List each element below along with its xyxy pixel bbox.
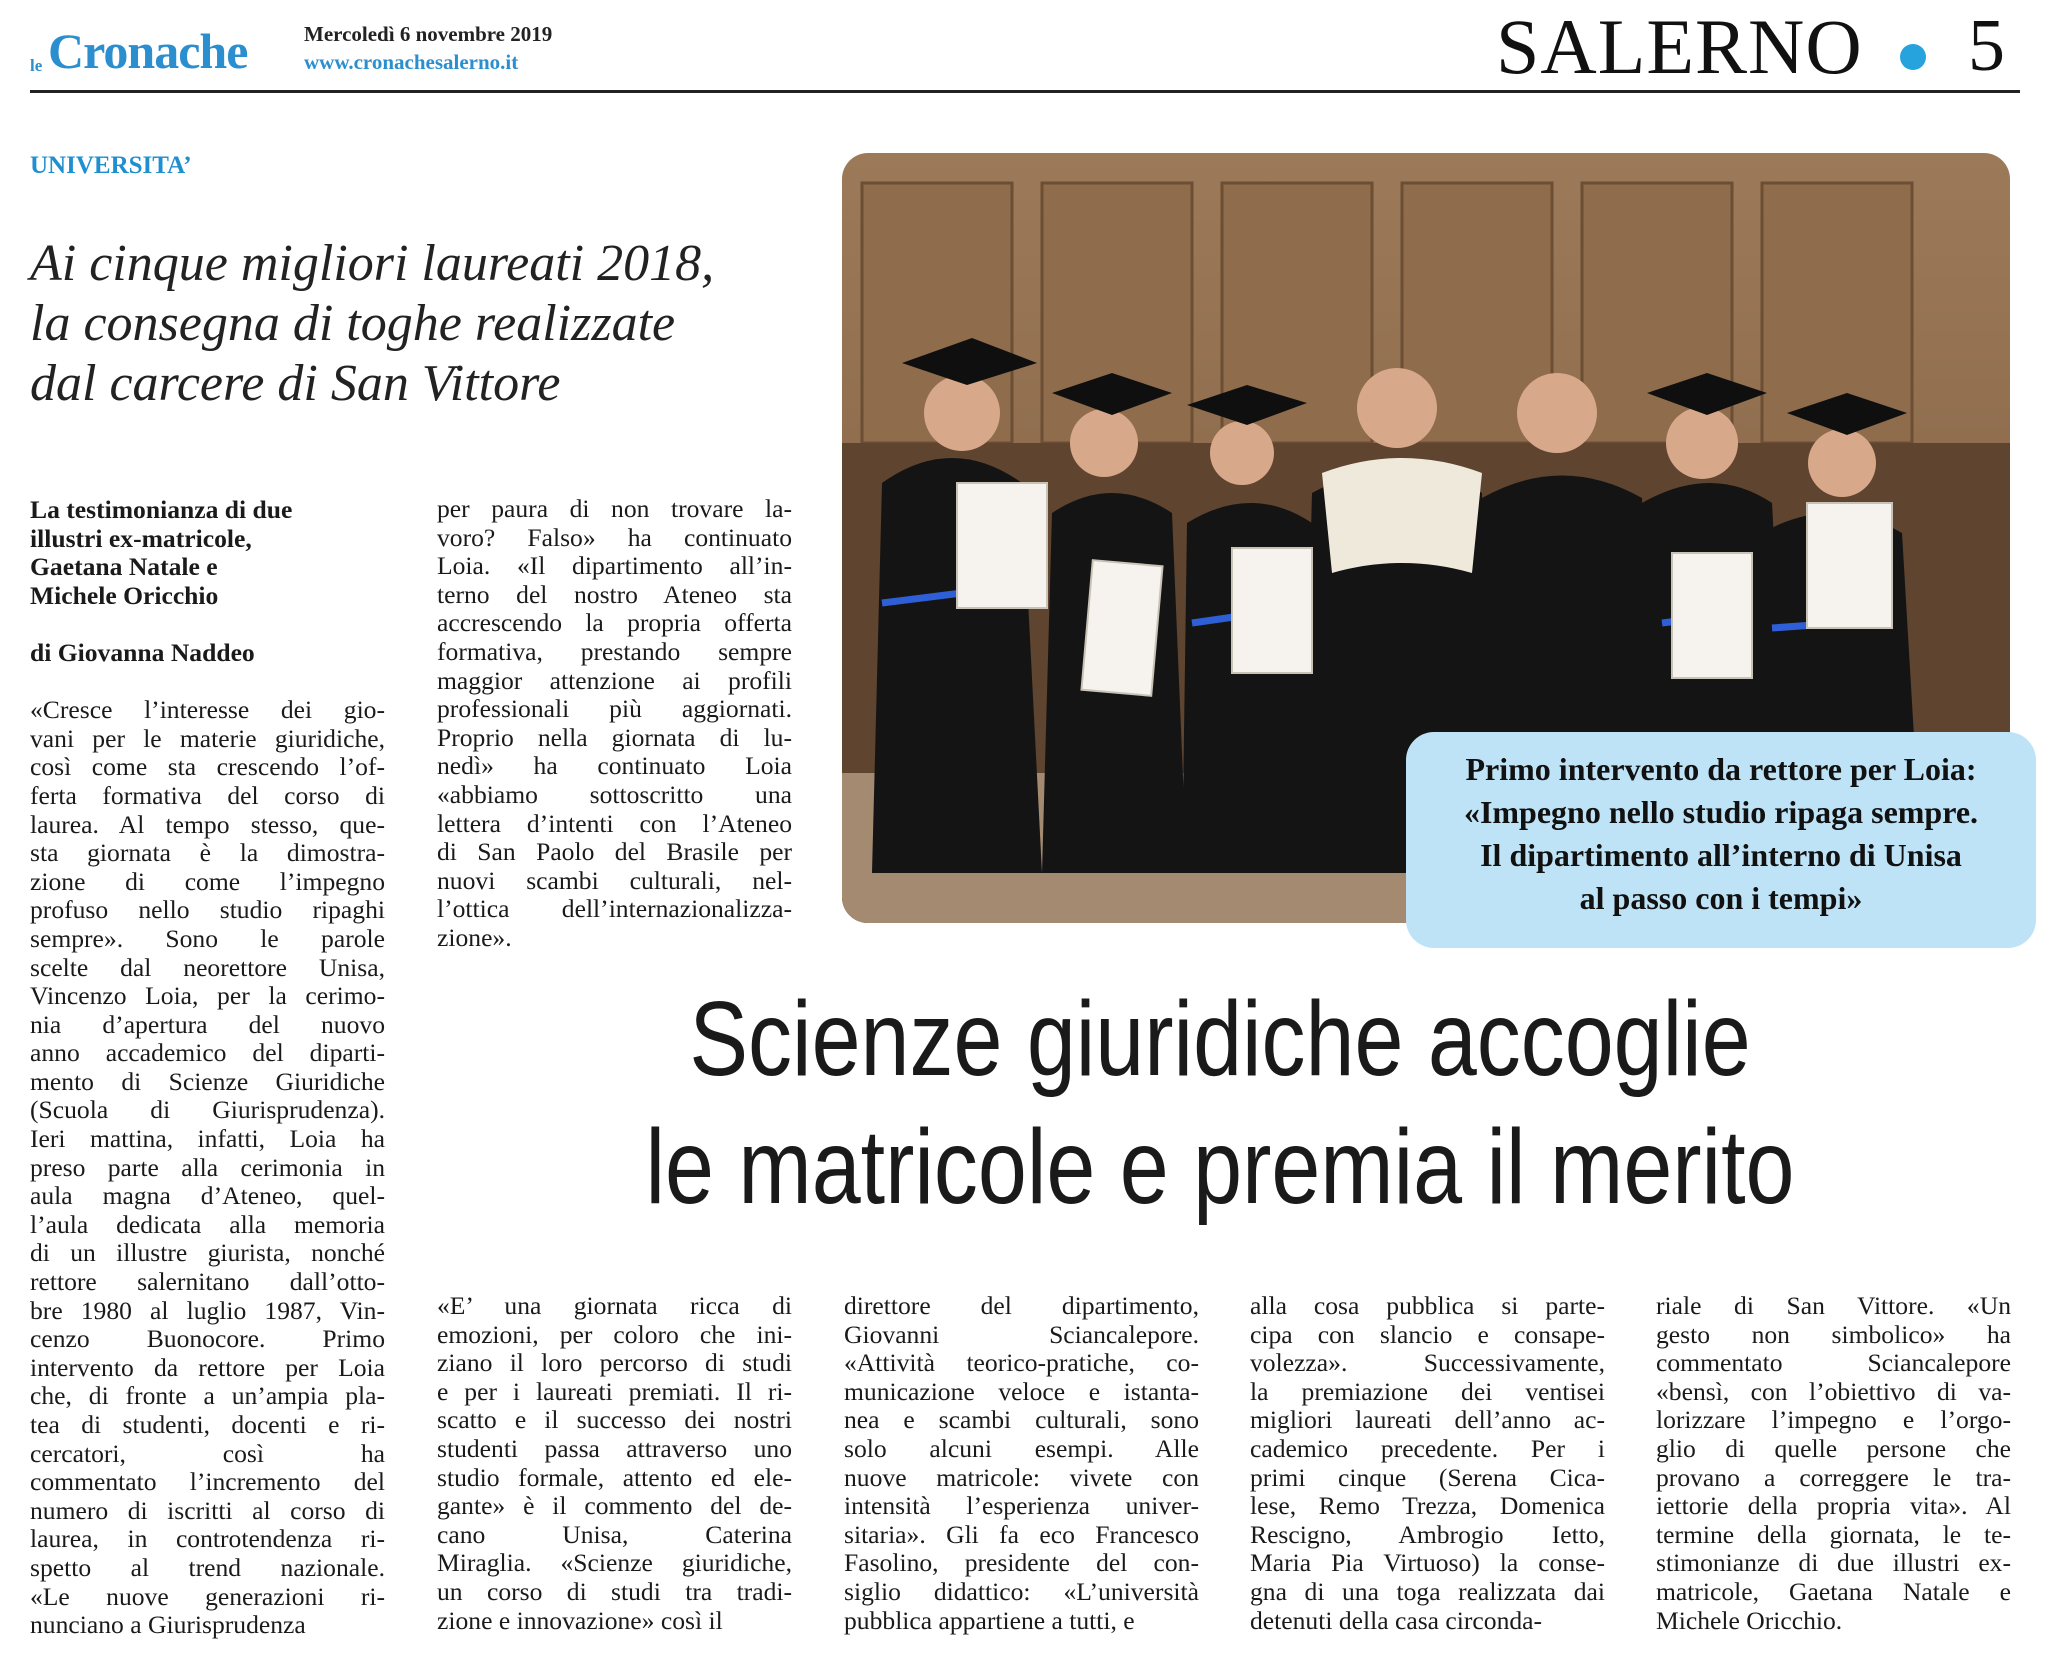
article-text-line: direttore del dipartimento,: [844, 1291, 1199, 1320]
article-text-line: Giovanni Sciancalepore.: [844, 1319, 1199, 1349]
issue-date: Mercoledì 6 novembre 2019: [304, 22, 553, 46]
article-text-line: Miraglia. «Scienze giuridiche,: [437, 1548, 792, 1578]
callout-line: Primo intervento da rettore per Loia:: [1465, 751, 1977, 787]
article-text-line: termine della giornata, le te-: [1656, 1519, 2011, 1549]
article-text-line: ferta formativa del corso di: [30, 780, 385, 810]
photo-callout: [1406, 732, 2036, 948]
article-text-line: l’ottica dell’internazionalizza-: [437, 894, 792, 924]
column-6-body: [1656, 1292, 2011, 1635]
article-text-line: Fasolino, presidente del con-: [844, 1548, 1199, 1578]
article-text-line: Vincenzo Loia, per la cerimo-: [30, 981, 385, 1011]
newspaper-logo[interactable]: [30, 18, 290, 78]
article-text-line: professionali più aggiornati.: [437, 694, 792, 724]
article-text-line: nuove matricole: vivete con: [844, 1462, 1199, 1492]
article-text-line: zione e innovazione» così il: [437, 1605, 723, 1635]
article-text-line: maggior attenzione ai profili: [437, 665, 792, 695]
article-text-line: spetto al trend nazionale.: [30, 1552, 385, 1582]
article-text-line: detenuti della casa circonda-: [1250, 1605, 1543, 1635]
article-text-line: lorizzare l’impegno e l’orgo-: [1656, 1405, 2011, 1435]
article-text-line: studio formale, attento ed ele-: [437, 1462, 792, 1492]
article-text-line: sempre». Sono le parole: [30, 923, 385, 953]
section-kicker: UNIVERSITA’: [30, 152, 192, 179]
article-text-line: gna di una toga realizzata dai: [1250, 1576, 1605, 1606]
article-text-line: «abbiamo sottoscritto una: [437, 779, 792, 809]
article-text-line: riale di San Vittore. «Un: [1656, 1291, 2011, 1320]
article-text-line: provano a correggere le tra-: [1656, 1462, 2011, 1492]
article-text-line: intensità l’esperienza univer-: [844, 1491, 1199, 1521]
article-text-line: stimonianze di due illustri ex-: [1656, 1548, 2011, 1578]
logo-prefix: le: [30, 56, 43, 75]
byline: di Giovanna Naddeo: [30, 637, 255, 667]
column-5-body: [1250, 1292, 1605, 1635]
article-overline: [30, 234, 810, 414]
article-text-line: Michele Oricchio.: [1656, 1605, 1843, 1635]
article-text-line: lese, Remo Trezza, Domenica: [1250, 1491, 1605, 1521]
article-text-line: siglio didattico: «L’università: [844, 1576, 1199, 1606]
headline-line: le matricole e premia il merito: [645, 1108, 1795, 1226]
masthead-divider: [30, 90, 2020, 93]
article-text-line: nuovi scambi culturali, nel-: [437, 865, 792, 895]
article-text-line: nia d’apertura del nuovo: [30, 1009, 385, 1039]
overline-line: dal carcere di San Vittore: [30, 355, 561, 412]
article-text-line: intervento da rettore per Loia: [30, 1352, 385, 1382]
article-text-line: laurea. Al tempo stesso, que-: [30, 809, 385, 839]
column-4-body: [844, 1292, 1199, 1635]
article-text-line: «Le nuove generazioni ri-: [30, 1581, 385, 1611]
article-column-4: [844, 1292, 1199, 1635]
article-text-line: la premiazione dei ventisei: [1250, 1376, 1605, 1406]
article-text-line: gante» è il commento del de-: [437, 1491, 792, 1521]
column-2-body: [437, 495, 792, 953]
article-text-line: di San Paolo del Brasile per: [437, 837, 792, 867]
article-text-line: «Cresce l’interesse dei gio-: [30, 695, 385, 725]
summary-line: Gaetana Natale e: [30, 552, 218, 582]
article-text-line: nedì» ha continuato Loia: [437, 751, 792, 781]
overline-line: la consegna di toghe realizzate: [30, 295, 676, 352]
article-text-line: studenti passa attraverso uno: [437, 1433, 792, 1463]
article-text-line: commentato Sciancalepore: [1656, 1348, 2011, 1378]
article-text-line: che, di fronte a un’ampia pla-: [30, 1381, 385, 1411]
article-text-line: zione».: [437, 922, 512, 952]
article-text-line: profuso nello studio ripaghi: [30, 895, 385, 925]
article-text-line: mento di Scienze Giuridiche: [30, 1066, 385, 1096]
article-text-line: vani per le materie giuridiche,: [30, 723, 385, 753]
article-text-line: «Attività teorico-pratiche, co-: [844, 1348, 1199, 1378]
article-text-line: «bensì, con l’obiettivo di va-: [1656, 1376, 2011, 1406]
article-text-line: glio di quelle persone che: [1656, 1433, 2011, 1463]
article-text-line: terno del nostro Ateneo sta: [437, 579, 792, 609]
website-link[interactable]: www.cronachesalerno.it: [304, 50, 519, 74]
article-text-line: accrescendo la propria offerta: [437, 608, 792, 638]
article-text-line: Ieri mattina, infatti, Loia ha: [30, 1124, 385, 1154]
article-text-line: un corso di studi tra tradi-: [437, 1576, 792, 1606]
column-1-body: [30, 696, 385, 1640]
article-text-line: (Scuola di Giurisprudenza).: [30, 1095, 385, 1125]
article-text-line: Proprio nella giornata di lu-: [437, 722, 792, 752]
article-text-line: Maria Pia Virtuoso) la conse-: [1250, 1548, 1605, 1578]
summary-line: illustri ex-matricole,: [30, 523, 252, 553]
callout-line: Il dipartimento all’interno di Unisa: [1480, 837, 1962, 873]
article-text-line: matricole, Gaetana Natale e: [1656, 1576, 2011, 1606]
callout-line: «Impegno nello studio ripaga sempre.: [1463, 794, 1979, 830]
article-text-line: laurea, in controtendenza ri-: [30, 1524, 385, 1554]
article-text-line: zione di come l’impegno: [30, 866, 385, 896]
section-name: SALERNO: [1496, 3, 1863, 90]
article-text-line: primi cinque (Serena Cica-: [1250, 1462, 1605, 1492]
page-number: 5: [1968, 5, 2005, 87]
headline-line: Scienze giuridiche accoglie: [689, 980, 1751, 1098]
article-text-line: cademico precedente. Per i: [1250, 1433, 1605, 1463]
column-3-body: [437, 1292, 792, 1635]
article-text-line: cercatori, così ha: [30, 1438, 385, 1468]
article-text-line: Loia. «Il dipartimento all’in-: [437, 551, 792, 581]
article-text-line: rettore salernitano dall’otto-: [30, 1267, 385, 1297]
article-text-line: migliori laureati dell’anno ac-: [1250, 1405, 1605, 1435]
article-text-line: «E’ una giornata ricca di: [437, 1291, 792, 1320]
article-headline: [573, 975, 1868, 1231]
overline-line: Ai cinque migliori laureati 2018,: [30, 235, 715, 292]
article-text-line: cano Unisa, Caterina: [437, 1519, 792, 1549]
summary-line: Michele Oricchio: [30, 580, 219, 610]
article-text-line: volezza». Successivamente,: [1250, 1348, 1605, 1378]
article-text-line: nunciano a Giurisprudenza: [30, 1610, 306, 1640]
article-column-6: [1656, 1292, 2011, 1635]
article-text-line: preso parte alla cerimonia in: [30, 1152, 385, 1182]
summary-line: La testimonianza di due: [30, 495, 293, 524]
article-text-line: commentato l’incremento del: [30, 1467, 385, 1497]
article-text-line: così come sta crescendo l’of-: [30, 752, 385, 782]
article-text-line: municazione veloce e istanta-: [844, 1376, 1199, 1406]
article-text-line: lettera d’intenti con l’Ateneo: [437, 808, 792, 838]
article-text-line: scelte dal neorettore Unisa,: [30, 952, 385, 982]
article-column-5: [1250, 1292, 1605, 1635]
article-text-line: voro? Falso» ha continuato: [437, 522, 792, 552]
article-column-2: [437, 495, 792, 953]
article-text-line: iettorie della propria vita». Al: [1656, 1491, 2011, 1521]
article-column-3: [437, 1292, 792, 1635]
article-text-line: cenzo Buonocore. Primo: [30, 1324, 385, 1354]
article-text-line: numero di iscritti al corso di: [30, 1495, 385, 1525]
article-text-line: sta giornata è la dimostra-: [30, 838, 385, 868]
article-text-line: nea e scambi culturali, sono: [844, 1405, 1199, 1435]
article-text-line: per paura di non trovare la-: [437, 494, 792, 523]
article-text-line: Rescigno, Ambrogio Ietto,: [1250, 1519, 1605, 1549]
article-column-1: [30, 496, 385, 1640]
article-text-line: formativa, prestando sempre: [437, 636, 792, 666]
article-text-line: pubblica appartiene a tutti, e: [844, 1605, 1135, 1635]
article-text-line: aula magna d’Ateneo, quel-: [30, 1181, 385, 1211]
article-text-line: cipa con slancio e consape-: [1250, 1319, 1605, 1349]
article-text-line: solo alcuni esempi. Alle: [844, 1433, 1199, 1463]
article-text-line: scatto e il successo dei nostri: [437, 1405, 792, 1435]
article-text-line: bre 1980 al luglio 1987, Vin-: [30, 1295, 385, 1325]
logo-name: Cronache: [48, 23, 248, 79]
article-text-line: sitaria». Gli fa eco Francesco: [844, 1519, 1199, 1549]
article-text-line: emozioni, per coloro che ini-: [437, 1319, 792, 1349]
article-text-line: anno accademico del diparti-: [30, 1038, 385, 1068]
article-text-line: ziano il loro percorso di studi: [437, 1348, 792, 1378]
article-text-line: alla cosa pubblica si parte-: [1250, 1291, 1605, 1320]
article-text-line: e per i laureati premiati. Il ri-: [437, 1376, 792, 1406]
article-text-line: tea di studenti, docenti e ri-: [30, 1410, 385, 1439]
callout-line: al passo con i tempi»: [1579, 880, 1863, 916]
article-text-line: l’aula dedicata alla memoria: [30, 1209, 385, 1239]
article-text-line: gesto non simbolico» ha: [1656, 1319, 2011, 1349]
section-dot-icon: [1900, 44, 1926, 70]
article-text-line: di un illustre giurista, nonché: [30, 1238, 385, 1268]
